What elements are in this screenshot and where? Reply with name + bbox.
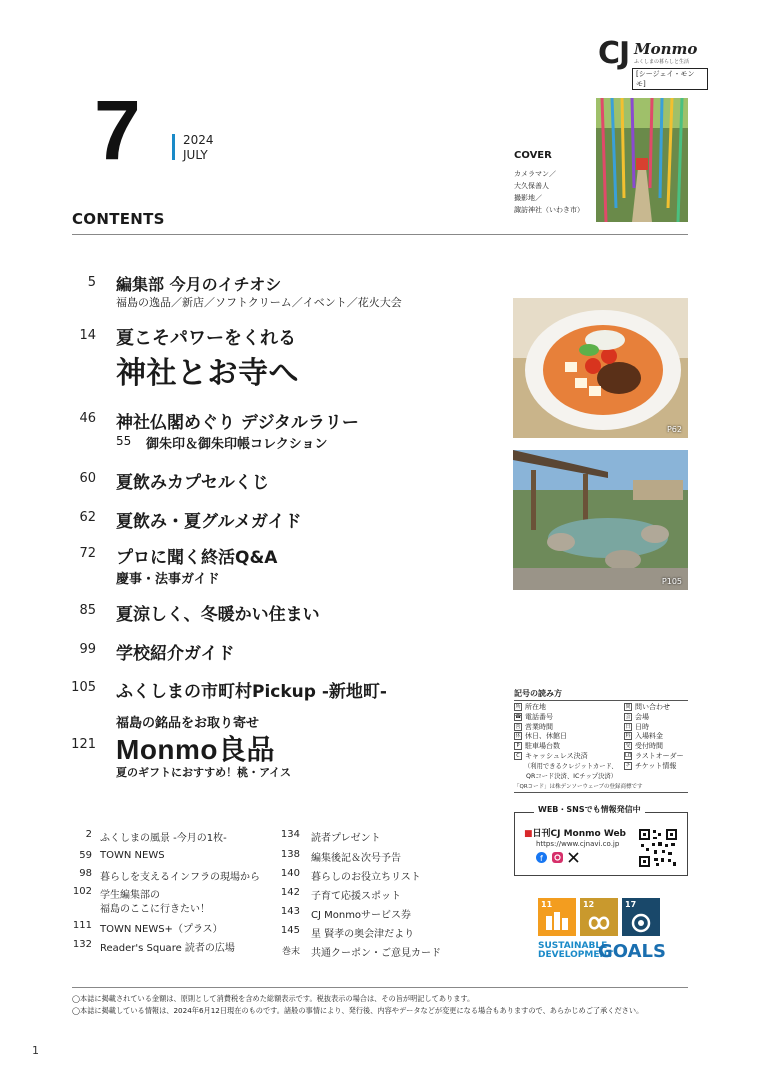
- instagram-icon[interactable]: [552, 852, 563, 863]
- logo-monmo: Monmo: [634, 40, 698, 58]
- web-sns-heading: WEB・SNSでも情報発信中: [534, 804, 645, 815]
- contents-heading: CONTENTS: [72, 210, 165, 228]
- sdg-17-icon: 17: [622, 898, 660, 936]
- legend-item: C キャッシュレス決済: [514, 752, 618, 762]
- legend-item: P 駐車場台数: [514, 742, 618, 752]
- legend-item: 所 所在地: [515, 703, 546, 711]
- legend-item: 料 入場料金: [625, 732, 663, 741]
- toc-feature-title: Monmo良品: [116, 734, 276, 765]
- legend-cashless-note: QRコード決済、ICチップ決済）: [526, 772, 617, 780]
- lower-list-item[interactable]: CJ Monmoサービス券: [311, 910, 412, 921]
- issue-month: JULY: [183, 148, 208, 162]
- lower-list-item[interactable]: TOWN NEWS: [100, 850, 165, 861]
- legend-item: LO ラストオーダー: [625, 751, 684, 760]
- toc-subtitle: 福島の逸品／新店／ソフトクリーム／イベント／花火大会: [116, 296, 402, 309]
- inquiry-icon: 問: [625, 704, 631, 710]
- parking-icon: P: [514, 742, 522, 750]
- toc-title: 夏涼しく、冬暖かい住まい: [116, 605, 320, 625]
- cover-credit-line: 大久保善人: [514, 182, 549, 190]
- toc-page: 72: [79, 546, 96, 561]
- toc-title: 夏こそパワーをくれる: [116, 328, 296, 349]
- toc-title: 神社仏閣めぐり デジタルラリー: [116, 413, 359, 433]
- lower-list-item[interactable]: 星 賢孝の奥会津だより: [311, 929, 415, 940]
- footer-divider: [72, 987, 688, 988]
- page-number: 1: [32, 1044, 39, 1057]
- contents-divider: [72, 234, 688, 235]
- lower-list-item[interactable]: TOWN NEWS+（プラス）: [100, 924, 223, 935]
- svg-text:f: f: [540, 854, 543, 863]
- lower-list-item[interactable]: 編集後記＆次号予告: [311, 853, 401, 864]
- sdg-11-icon: 11: [538, 898, 576, 936]
- lower-list-item-cont: 福島のここに行きたい！: [100, 904, 210, 915]
- cover-credit-line: カメラマン／: [514, 170, 556, 178]
- last-order-icon: LO: [625, 752, 632, 759]
- legend-item: ☎ 電話番号: [515, 712, 553, 721]
- toc-feature-title: 神社とお寺へ: [116, 356, 299, 391]
- legend-item: 受 受付時間: [625, 742, 663, 751]
- legend-qr-note: 「QRコード」は株デンソーウェーブの登録商標です: [514, 784, 643, 790]
- lower-list-item[interactable]: 共通クーポン・ご意見カード: [311, 948, 441, 959]
- legend-item: 営 営業時間: [515, 722, 553, 731]
- issue-year: 2024: [183, 133, 214, 147]
- onsen-photo: [513, 450, 688, 590]
- legend-divider: [514, 792, 688, 793]
- venue-icon: 会: [625, 713, 631, 720]
- toc-pretitle: 福島の銘品をお取り寄せ: [116, 716, 260, 731]
- cover-label: COVER: [514, 150, 552, 161]
- toc-subpage: 55: [116, 434, 132, 448]
- date-icon: 日: [625, 723, 631, 730]
- lower-list-item[interactable]: 暮らしを支えるインフラの現場から: [100, 872, 260, 883]
- photo-page-tag: P105: [661, 577, 682, 586]
- toc-title: ふくしまの市町村Pickup -新地町-: [116, 682, 387, 702]
- logo-cj: CJ: [598, 36, 630, 71]
- legend-divider: [514, 700, 688, 701]
- legend-item: 問 問い合わせ: [625, 703, 670, 711]
- holiday-icon: 休: [515, 733, 521, 740]
- sns-icons: [536, 852, 579, 863]
- sdgs-goals-word: GOALS: [598, 941, 666, 962]
- cover-credit-line: 撮影地／: [514, 194, 542, 202]
- ticket-icon: チ: [625, 762, 631, 769]
- food-photo: [513, 298, 688, 438]
- facebook-icon[interactable]: [536, 852, 547, 863]
- legend-item: 会 会場: [625, 712, 649, 721]
- legend-right-column: [624, 703, 684, 772]
- lower-list-item[interactable]: ふくしまの風景 -今月の1枚-: [100, 833, 227, 844]
- location-icon: 所: [515, 704, 521, 710]
- legend-left-column: [514, 703, 618, 781]
- red-square-icon: ■: [524, 829, 533, 839]
- x-icon[interactable]: [568, 852, 579, 863]
- toc-page: 46: [79, 411, 96, 426]
- qr-code[interactable]: [638, 828, 678, 868]
- footer-note: ◯本誌に掲載している情報は、2024年6月12日現在のものです。諸般の事情により、発行後、内容やデータなどが変更になる場合もありますので、あらかじめご了承ください。: [72, 1006, 644, 1015]
- toc-subtitle: 御朱印＆御朱印帳コレクション: [146, 437, 328, 452]
- phone-icon: ☎: [515, 713, 522, 720]
- toc-title: 編集部 今月のイチオシ: [116, 275, 282, 294]
- cover-credit-line: 諏訪神社（いわき市）: [514, 206, 584, 214]
- toc-title: プロに聞く終活Q&A: [116, 548, 278, 568]
- logo-kana: [シージェイ・モンモ]: [632, 68, 708, 90]
- cj-monmo-logo: [598, 34, 708, 88]
- footer-note: ◯本誌に掲載されている金額は、原則として消費税を含めた総額表示です。税抜表示の場合は、その旨が明記してあります。: [72, 994, 475, 1003]
- logo-subtitle: ふくしまの暮らしと生活: [634, 59, 690, 65]
- web-url-link[interactable]: https://www.cjnavi.co.jp: [536, 840, 620, 848]
- lower-list-item[interactable]: Reader's Square 読者の広場: [100, 943, 235, 954]
- toc-page: 14: [79, 328, 96, 343]
- toc-page: 5: [87, 275, 96, 290]
- lower-list-item[interactable]: 暮らしのお役立ちリスト: [311, 872, 421, 883]
- cashless-icon: C: [514, 752, 522, 760]
- legend-item: 休 休日、休館日: [515, 732, 567, 741]
- legend-cashless-note: （利用できるクレジットカード、: [524, 762, 618, 770]
- web-site-title[interactable]: ■日刊CJ Monmo Web: [524, 829, 626, 839]
- sdgs-wordmark: SUSTAINABLE DEVELOPMENT: [538, 941, 614, 960]
- hours-icon: 営: [515, 723, 521, 730]
- toc-subtitle: 夏のギフトにおすすめ！桃・アイス: [116, 766, 292, 779]
- toc-subtitle: 慶事・法事ガイド: [116, 572, 220, 587]
- toc-page: 105: [71, 680, 96, 695]
- lower-list-item[interactable]: 学生編集部の: [100, 890, 160, 901]
- legend-item: 日 日時: [625, 722, 649, 731]
- fee-icon: 料: [625, 733, 631, 740]
- legend-title: 記号の読み方: [514, 689, 562, 698]
- toc-title: 夏飲みカプセルくじ: [116, 473, 269, 493]
- issue-accent-bar: [172, 134, 175, 160]
- toc-title: 学校紹介ガイド: [116, 644, 235, 664]
- lower-list-item[interactable]: 子育て応援スポット: [311, 891, 401, 902]
- lower-list-item[interactable]: 読者プレゼント: [311, 833, 381, 844]
- toc-page: 121: [71, 737, 96, 752]
- cover-thumbnail: [596, 98, 688, 222]
- toc-page: 85: [79, 603, 96, 618]
- toc-title: 夏飲み・夏グルメガイド: [116, 512, 302, 532]
- issue-number: 7: [94, 83, 141, 177]
- sdg-12-icon: 12: [580, 898, 618, 936]
- toc-page: 60: [79, 471, 96, 486]
- legend-item: チ チケット情報: [625, 761, 677, 770]
- toc-page: 62: [79, 510, 96, 525]
- toc-page: 99: [79, 642, 96, 657]
- photo-page-tag: P62: [666, 425, 682, 434]
- reception-icon: 受: [625, 743, 631, 750]
